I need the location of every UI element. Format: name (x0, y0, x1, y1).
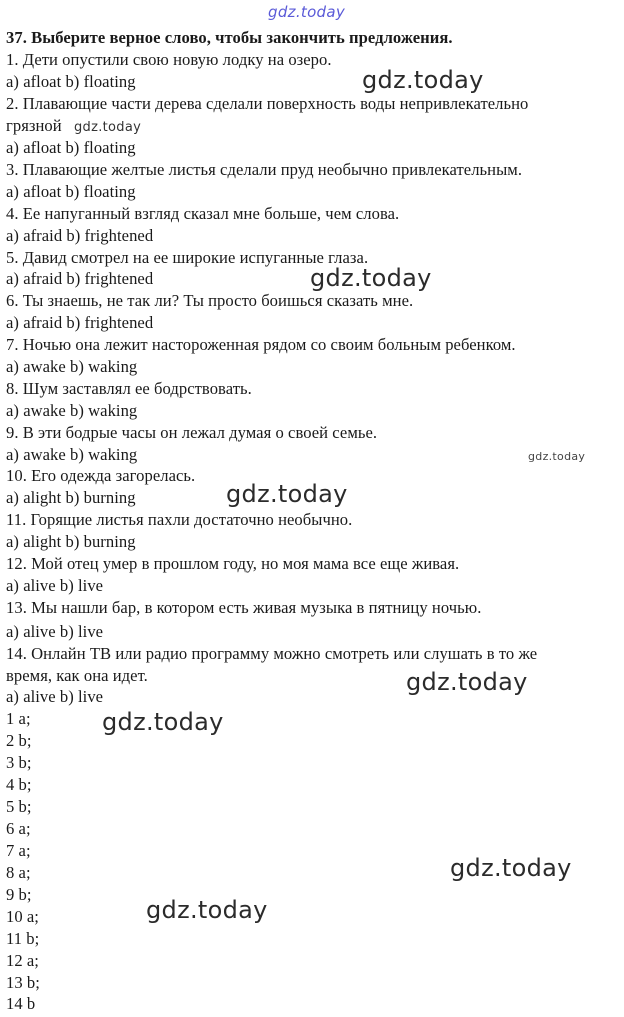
watermark: gdz.today (102, 708, 224, 736)
watermark: gdz.today (310, 264, 432, 292)
options-line: a) afraid b) frightened (6, 226, 154, 245)
options-line: a) afloat b) floating (6, 72, 136, 91)
sentence-line: грязной (6, 116, 62, 135)
sentence-line: 10. Его одежда загорелась. (6, 466, 196, 485)
answer-line: 12 a; (6, 951, 39, 970)
watermark-top: gdz.today (268, 3, 346, 21)
options-line: a) alive b) live (6, 687, 104, 706)
options-line: a) awake b) waking (6, 357, 138, 376)
sentence-line: 9. В эти бодрые часы он лежал думая о своей семье. (6, 423, 378, 442)
options-line: a) afraid b) frightened (6, 269, 154, 288)
options-line: a) alight b) burning (6, 532, 136, 551)
options-line: a) awake b) waking (6, 445, 138, 464)
answer-line: 6 a; (6, 819, 31, 838)
sentence-line: 1. Дети опустили свою новую лодку на озеро. (6, 50, 332, 69)
sentence-line: 4. Ее напуганный взгляд сказал мне больше, чем слова. (6, 204, 400, 223)
answer-line: 9 b; (6, 885, 32, 904)
exercise-heading: 37. Выберите верное слово, чтобы закончить предложения. (6, 28, 453, 47)
sentence-line: 13. Мы нашли бар, в котором есть живая музыка в пятницу ночью. (6, 598, 482, 617)
sentence-line: 3. Плавающие желтые листья сделали пруд необычно привлекательным. (6, 160, 523, 179)
options-line: a) afraid b) frightened (6, 313, 154, 332)
watermark: gdz.today (528, 450, 586, 463)
sentence-line: 2. Плавающие части дерева сделали поверхность воды непривлекательно (6, 94, 529, 113)
watermark: gdz.today (450, 854, 572, 882)
watermark: gdz.today (146, 896, 268, 924)
answer-line: 3 b; (6, 753, 32, 772)
sentence-line: 6. Ты знаешь, не так ли? Ты просто боишься сказать мне. (6, 291, 414, 310)
sentence-line: 12. Мой отец умер в прошлом году, но моя мама все еще живая. (6, 554, 460, 573)
options-line: a) afloat b) floating (6, 138, 136, 157)
answer-line: 10 a; (6, 907, 39, 926)
watermark: gdz.today (74, 120, 142, 135)
sentence-line: 8. Шум заставлял ее бодрствовать. (6, 379, 252, 398)
sentence-line: 7. Ночью она лежит настороженная рядом со своим больным ребенком. (6, 335, 516, 354)
answer-line: 4 b; (6, 775, 32, 794)
options-line: a) awake b) waking (6, 401, 138, 420)
watermark: gdz.today (406, 668, 528, 696)
options-line: a) alive b) live (6, 622, 104, 641)
options-line: a) afloat b) floating (6, 182, 136, 201)
answer-line: 11 b; (6, 929, 40, 948)
answer-line: 13 b; (6, 973, 40, 992)
answer-line: 5 b; (6, 797, 32, 816)
answer-line: 2 b; (6, 731, 32, 750)
sentence-line: 11. Горящие листья пахли достаточно необычно. (6, 510, 353, 529)
sentence-line: 14. Онлайн ТВ или радио программу можно смотреть или слушать в то же (6, 644, 538, 663)
watermark: gdz.today (226, 480, 348, 508)
answer-line: 7 a; (6, 841, 31, 860)
answer-line: 14 b (6, 994, 36, 1013)
answer-line: 8 a; (6, 863, 31, 882)
watermark: gdz.today (362, 66, 484, 94)
options-line: a) alight b) burning (6, 488, 136, 507)
answer-line: 1 a; (6, 709, 31, 728)
options-line: a) alive b) live (6, 576, 104, 595)
sentence-line: время, как она идет. (6, 666, 148, 685)
sentence-line: 5. Давид смотрел на ее широкие испуганные глаза. (6, 248, 369, 267)
